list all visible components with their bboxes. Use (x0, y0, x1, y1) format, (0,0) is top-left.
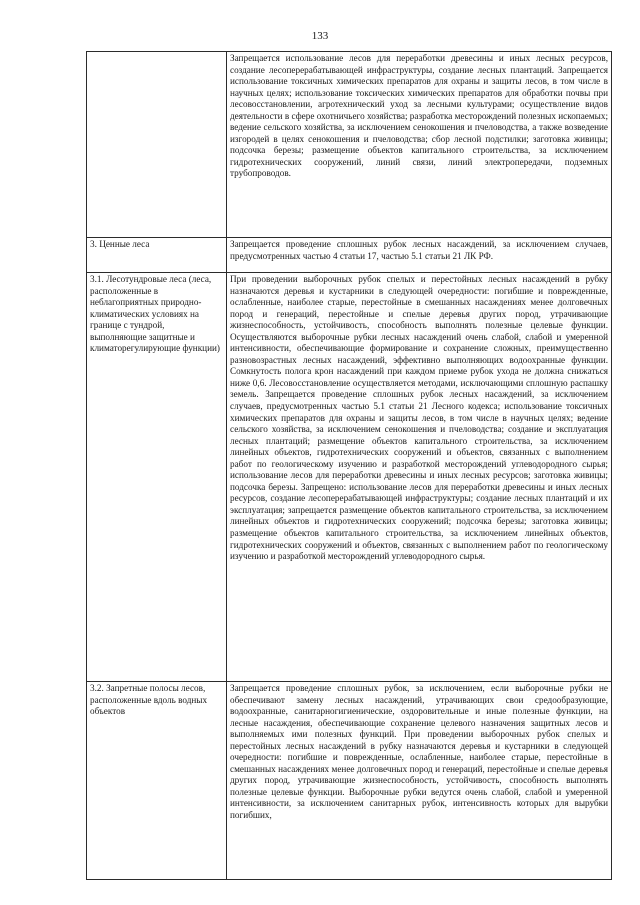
regime-text-cell: Запрещается проведение сплошных рубок, за исключением, если выборочные рубки не обеспечивают замену лесных насаждений, утрачивающих свои средообразующие, водоохранные, санитарногигиенические, оздоровительные и иные полезные функции, на лесные насаждения, обеспечивающие сохранение целевого назначения защитных лесов и выполняемых ими полезных функций. При проведении выборочных рубок спелых и перестойных лесных насаждений в рубку назначаются деревья и кустарники в следующей очередности: погибшие и поврежденные, ослабленные, наиболее старые, перестойные в смешанных насаждениях менее долговечных пород и генераций, перестойные и спелые деревья других пород, утрачивающие жизнеспособность, устойчивость, способность выполнять полезные целевые функции. Выборочные рубки ведутся очень слабой, слабой и умеренной интенсивности, за исключением санитарных рубок, интенсивность которых для вырубки погибших, (227, 682, 612, 880)
forest-category-cell: 3.2. Запретные полосы лесов, расположенные вдоль водных объектов (87, 682, 227, 880)
table-row (87, 238, 612, 273)
table-row (87, 682, 612, 880)
forest-category-cell: 3. Ценные леса (87, 238, 227, 273)
regime-text-cell: Запрещается использование лесов для переработки древесины и иных лесных ресурсов, создание лесоперерабатывающей инфраструктуры, создание лесных плантаций. Запрещается использование токсичных химических препаратов для охраны и защиты лесов, в том числе в научных целях; использование токсических химических препаратов для обработки почвы при лесовосстановлении, агротехнический уход за лесными культурами; осуществление видов деятельности в сфере охотничьего хозяйства; разработка месторождений полезных ископаемых; ведение сельского хозяйства, за исключением сенокошения и пчеловодства, а также возведение изгородей в целях сенокошения и пчеловодства; сбор лесной подстилки; заготовка живицы; подсочка березы; размещение объектов капитального строительства, за исключением гидротехнических сооружений, линий связи, линий электропередачи, подземных трубопроводов. (227, 52, 612, 238)
table-row (87, 273, 612, 682)
forest-regime-table (86, 51, 612, 880)
page-number: 133 (311, 30, 329, 42)
regime-text-cell: Запрещается проведение сплошных рубок лесных насаждений, за исключением случаев, предусмотренных частью 4 статьи 17, частью 5.1 статьи 21 ЛК РФ. (227, 238, 612, 273)
forest-category-cell (87, 52, 227, 238)
regime-text-cell: При проведении выборочных рубок спелых и перестойных лесных насаждений в рубку назначаются деревья и кустарники в следующей очередности: погибшие и поврежденные, ослабленные, наиболее старые, перестойные в смешанных насаждениях менее долговечных пород и генераций, перестойные и спелые деревья других пород, утрачивающие жизнеспособность, устойчивость, способность выполнять полезные целевые функции. Осуществляются выборочные рубки лесных насаждений очень слабой, слабой и умеренной интенсивности, обеспечивающие формирование и сохранение сложных, преимущественно разновозрастных лесных насаждений, эффективно выполняющих водоохранные функции. Сомкнутость полога крон насаждений при каждом приеме рубок ухода не должна снижаться ниже 0,6. Лесовосстановление осуществляется методами, исключающими сплошную распашку земель. Запрещается проведение сплошных рубок лесных насаждений, за исключением случаев, предусмотренных частью 5.1 статьи 21 Лесного кодекса; использование токсичных химических препаратов для охраны и защиты лесов, в том числе в научных целях; ведение сельского хозяйства, за исключением сенокошения и пчеловодства; создание и эксплуатация лесных плантаций; размещение объектов капитального строительства, за исключением линейных объектов, гидротехнических сооружений и объектов, связанных с выполнением работ по геологическому изучению и разработкой месторождений углеводородного сырья; использование лесов для переработки древесины и иных лесных ресурсов; заготовка живицы; подсочка березы. Запрещено: использование лесов для переработки древесины и иных лесных ресурсов, создание лесоперерабатывающей инфраструктуры; создание лесных плантаций и их эксплуатация; запрещается размещение объектов капитального строительства, за исключением линейных объектов и гидротехнических сооружений; подсочка березы; заготовка живицы; размещение объектов капитального строительства, за исключением линейных объектов, гидротехнических сооружений и объектов, связанных с выполнением работ по геологическому изучению и разработкой месторождений углеводородного сырья. (227, 273, 612, 682)
forest-category-cell: 3.1. Лесотундровые леса (леса, расположенные в неблагоприятных природно-климатических условиях на границе с тундрой, выполняющие защитные и климаторегулирующие функции) (87, 273, 227, 682)
table-row (87, 52, 612, 238)
